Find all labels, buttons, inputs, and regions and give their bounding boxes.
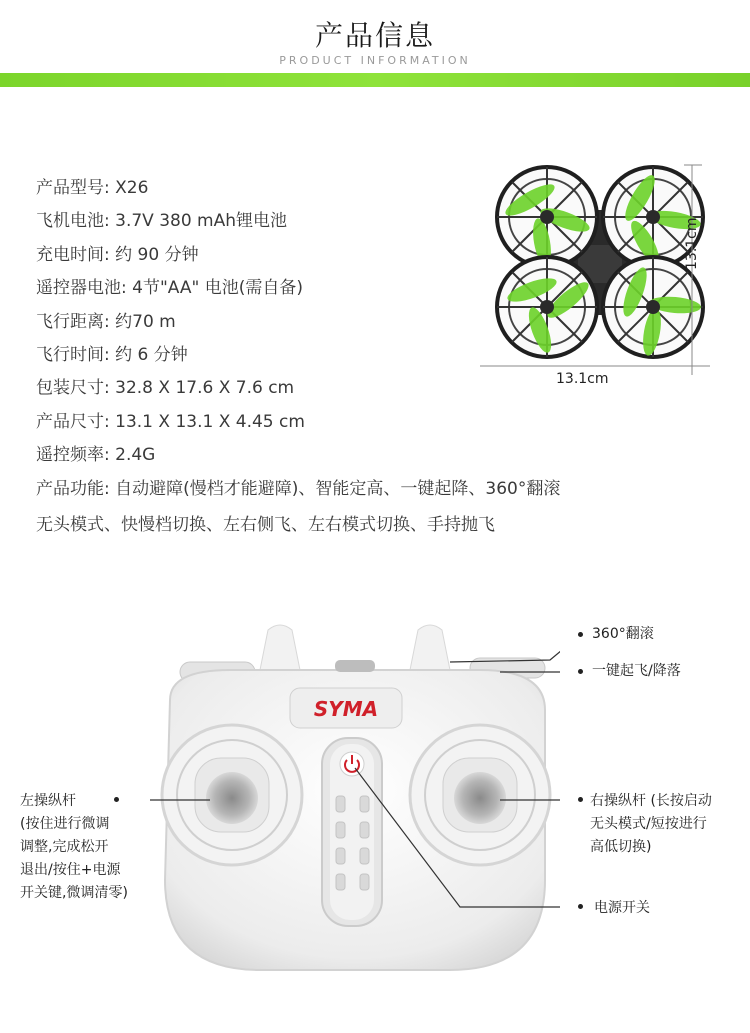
controller-graphic (150, 620, 560, 980)
brand-logo: SYMA (313, 697, 379, 721)
callout-dot (578, 669, 583, 674)
drone-width-label: 13.1cm (556, 371, 609, 387)
spec-value: 4节"AA" 电池(需自备) (132, 278, 303, 299)
spec-label: 产品功能: (36, 478, 110, 499)
callout-dot (578, 632, 583, 637)
left-stick-icon (162, 725, 302, 865)
spec-label: 充电时间: (36, 244, 110, 265)
spec-value: 2.4G (115, 445, 156, 466)
spec-value: 32.8 X 17.6 X 7.6 cm (115, 378, 295, 399)
spec-label: 遥控器电池: (36, 278, 127, 299)
section-subtitle: PRODUCT INFORMATION (279, 54, 471, 67)
spec-value: X26 (115, 178, 149, 198)
drone-illustration (470, 150, 730, 390)
spec-value: 3.7V 380 mAh锂电池 (115, 211, 288, 232)
spec-value: 约 6 分钟 (115, 344, 188, 365)
flip-callout: 360°翻滚 (592, 626, 654, 642)
spec-value: 约 90 分钟 (115, 244, 199, 265)
features-continued: 无头模式、快慢档切换、左右侧飞、左右模式切换、手持抛飞 (36, 515, 495, 535)
takeoff-callout: 一键起飞/降落 (592, 663, 681, 679)
rotor-guard-icon (497, 257, 597, 357)
header-accent-bar (0, 73, 750, 87)
spec-row (36, 410, 676, 443)
power-callout: 电源开关 (594, 900, 650, 916)
callout-dot (578, 904, 583, 909)
right-stick-icon (410, 725, 550, 865)
power-button-icon (340, 752, 364, 776)
spec-label: 包装尺寸: (36, 378, 110, 399)
section-title: 产品信息 (314, 19, 435, 52)
rotor-guard-icon (497, 167, 597, 267)
spec-label: 产品型号: (36, 178, 110, 198)
right-stick-callout: 右操纵杆 (长按启动 无头模式/短按进行 高低切换) (590, 793, 712, 855)
spec-value: 自动避障(慢档才能避障)、智能定高、一键起降、360°翻滚 (115, 478, 561, 499)
rotor-guard-icon (603, 257, 703, 357)
drone-height-label: 13.1cm (684, 217, 700, 270)
spec-row (36, 477, 676, 510)
callout-dot (578, 797, 583, 802)
spec-label: 飞行时间: (36, 344, 110, 365)
drone-graphic (470, 150, 730, 390)
left-stick-callout: 左操纵杆 (按住进行微调 调整,完成松开 退出/按住+电源 开关键,微调清零) (20, 793, 128, 901)
spec-label: 飞行距离: (36, 311, 110, 332)
spec-label: 产品尺寸: (36, 411, 110, 432)
spec-row (36, 443, 676, 476)
spec-value: 13.1 X 13.1 X 4.45 cm (115, 411, 305, 432)
spec-label: 飞机电池: (36, 211, 110, 232)
spec-value: 约70 m (115, 311, 176, 332)
spec-label: 遥控频率: (36, 445, 110, 466)
section-header (0, 0, 750, 87)
